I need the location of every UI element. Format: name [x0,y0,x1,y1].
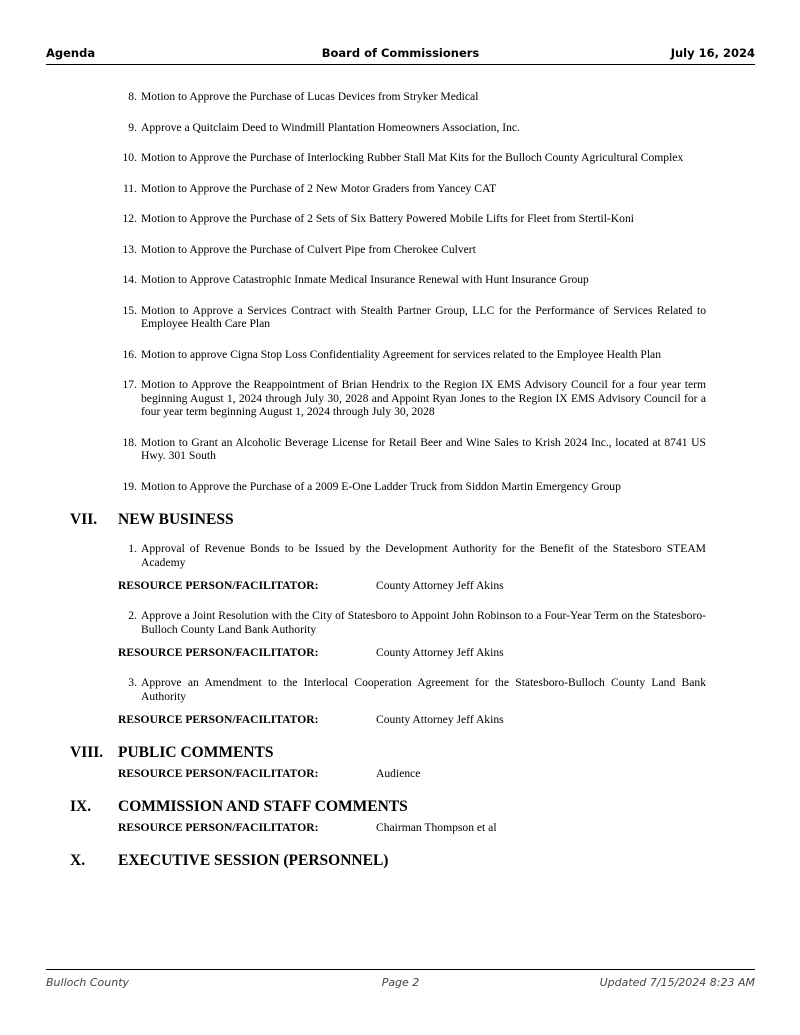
resource-value: County Attorney Jeff Akins [376,579,504,592]
agenda-item [0,273,706,287]
agenda-item [0,542,706,569]
item-number: 17. [122,378,137,391]
item-number: 10. [122,151,137,164]
section-numeral: VII. [70,511,98,528]
item-text: Motion to Approve the Purchase of a 2009 E-One Ladder Truck from Siddon Martin Emergency Group [141,479,621,493]
agenda-item [0,212,706,226]
agenda-item [0,304,706,331]
item-number: 16. [122,347,137,361]
item-number: 15. [122,303,137,317]
item-text: Motion to Approve the Purchase of Culvert Pipe from Cherokee Culvert [141,242,476,256]
resource-person-row [0,646,800,660]
agenda-item [0,378,706,419]
resource-value: County Attorney Jeff Akins [376,646,504,659]
section-numeral: IX. [70,798,92,815]
item-text: Motion to Approve the Purchase of Lucas Devices from Stryker Medical [141,90,479,103]
item-text: Approve a Joint Resolution with the City of Statesboro to Appoint John Robinson to a Four-Year Term on the Statesboro-Bulloch County Land Bank Authority [141,609,706,636]
resource-value: County Attorney Jeff Akins [376,713,504,726]
item-number: 11. [122,181,137,195]
resource-label: RESOURCE PERSON/FACILITATOR: [118,713,319,726]
resource-label: RESOURCE PERSON/FACILITATOR: [118,646,319,659]
agenda-content [0,90,800,883]
item-text: Motion to Approve the Purchase of 2 Sets of Six Battery Powered Mobile Lifts for Fleet from Stertil-Koni [141,212,634,225]
item-text: Motion to Grant an Alcoholic Beverage License for Retail Beer and Wine Sales to Krish 2024 Inc., located at 8741 US Hwy. 301 South [141,435,706,462]
section-numeral: VIII. [70,744,104,761]
footer-updated-timestamp: Updated 7/15/2024 8:23 AM [599,976,755,989]
agenda-item [0,243,706,257]
item-text: Motion to Approve Catastrophic Inmate Medical Insurance Renewal with Hunt Insurance Group [141,273,589,286]
header-date: July 16, 2024 [670,46,755,60]
agenda-item [0,480,706,494]
item-text: Motion to approve Cigna Stop Loss Confidentiality Agreement for services related to the Employee Health Plan [141,347,661,361]
section-title: EXECUTIVE SESSION (PERSONNEL) [118,852,389,869]
item-number: 14. [122,273,137,286]
item-number: 2. [128,609,137,622]
agenda-item [0,676,706,703]
agenda-item [0,182,706,196]
page-footer [46,969,755,989]
section-title: PUBLIC COMMENTS [118,744,274,761]
item-number: 12. [122,212,137,225]
item-text: Motion to Approve the Purchase of 2 New Motor Graders from Yancey CAT [141,181,497,195]
section-title: NEW BUSINESS [118,511,234,528]
section-heading [0,851,800,871]
agenda-item [0,90,706,104]
item-text: Motion to Approve the Purchase of Interlocking Rubber Stall Mat Kits for the Bulloch County Agricultural Complex [141,151,684,164]
header-doc-type: Agenda [46,46,96,60]
item-number: 8. [128,90,137,103]
section-numeral: X. [70,852,86,869]
item-text: Approve an Amendment to the Interlocal Cooperation Agreement for the Statesboro-Bulloch County Land Bank Authority [141,676,706,703]
item-text: Approve a Quitclaim Deed to Windmill Plantation Homeowners Association, Inc. [141,120,520,134]
agenda-item [0,609,706,636]
resource-label: RESOURCE PERSON/FACILITATOR: [118,767,319,780]
item-number: 9. [128,120,137,134]
item-text: Motion to Approve a Services Contract with Stealth Partner Group, LLC for the Performance of Services Related to Employee Health Care Plan [141,303,706,330]
resource-label: RESOURCE PERSON/FACILITATOR: [118,821,319,834]
item-text: Approval of Revenue Bonds to be Issued by the Development Authority for the Benefit of the Statesboro STEAM Academy [141,542,706,569]
section-heading [0,510,800,530]
agenda-item [0,348,706,362]
footer-county: Bulloch County [46,976,130,989]
agenda-item [0,151,706,165]
resource-label: RESOURCE PERSON/FACILITATOR: [118,579,319,592]
resource-person-row [0,713,800,727]
resource-person-row [0,767,800,781]
item-number: 13. [122,242,137,256]
item-number: 3. [128,676,137,689]
section-heading [0,743,800,763]
section-title: COMMISSION AND STAFF COMMENTS [118,798,408,815]
agenda-item [0,121,706,135]
resource-person-row [0,579,800,593]
section-heading [0,797,800,817]
resource-value: Chairman Thompson et al [376,821,497,834]
resource-person-row [0,821,800,835]
footer-page-number: Page 2 [381,976,420,989]
agenda-item [0,436,706,463]
item-text: Motion to Approve the Reappointment of Brian Hendrix to the Region IX EMS Advisory Council for a four year term beginning August 1, 2024 through July 30, 2028 and Appoint Ryan Jones to the Region IX EMS Advisory Council for a four year term beginning August 1, 2024 through July 30, 2028 [141,378,706,418]
item-number: 19. [122,479,137,493]
resource-value: Audience [376,767,421,780]
header-board-name: Board of Commissioners [321,46,480,60]
item-number: 1. [128,542,137,555]
item-number: 18. [122,435,137,449]
page-header [46,46,755,65]
